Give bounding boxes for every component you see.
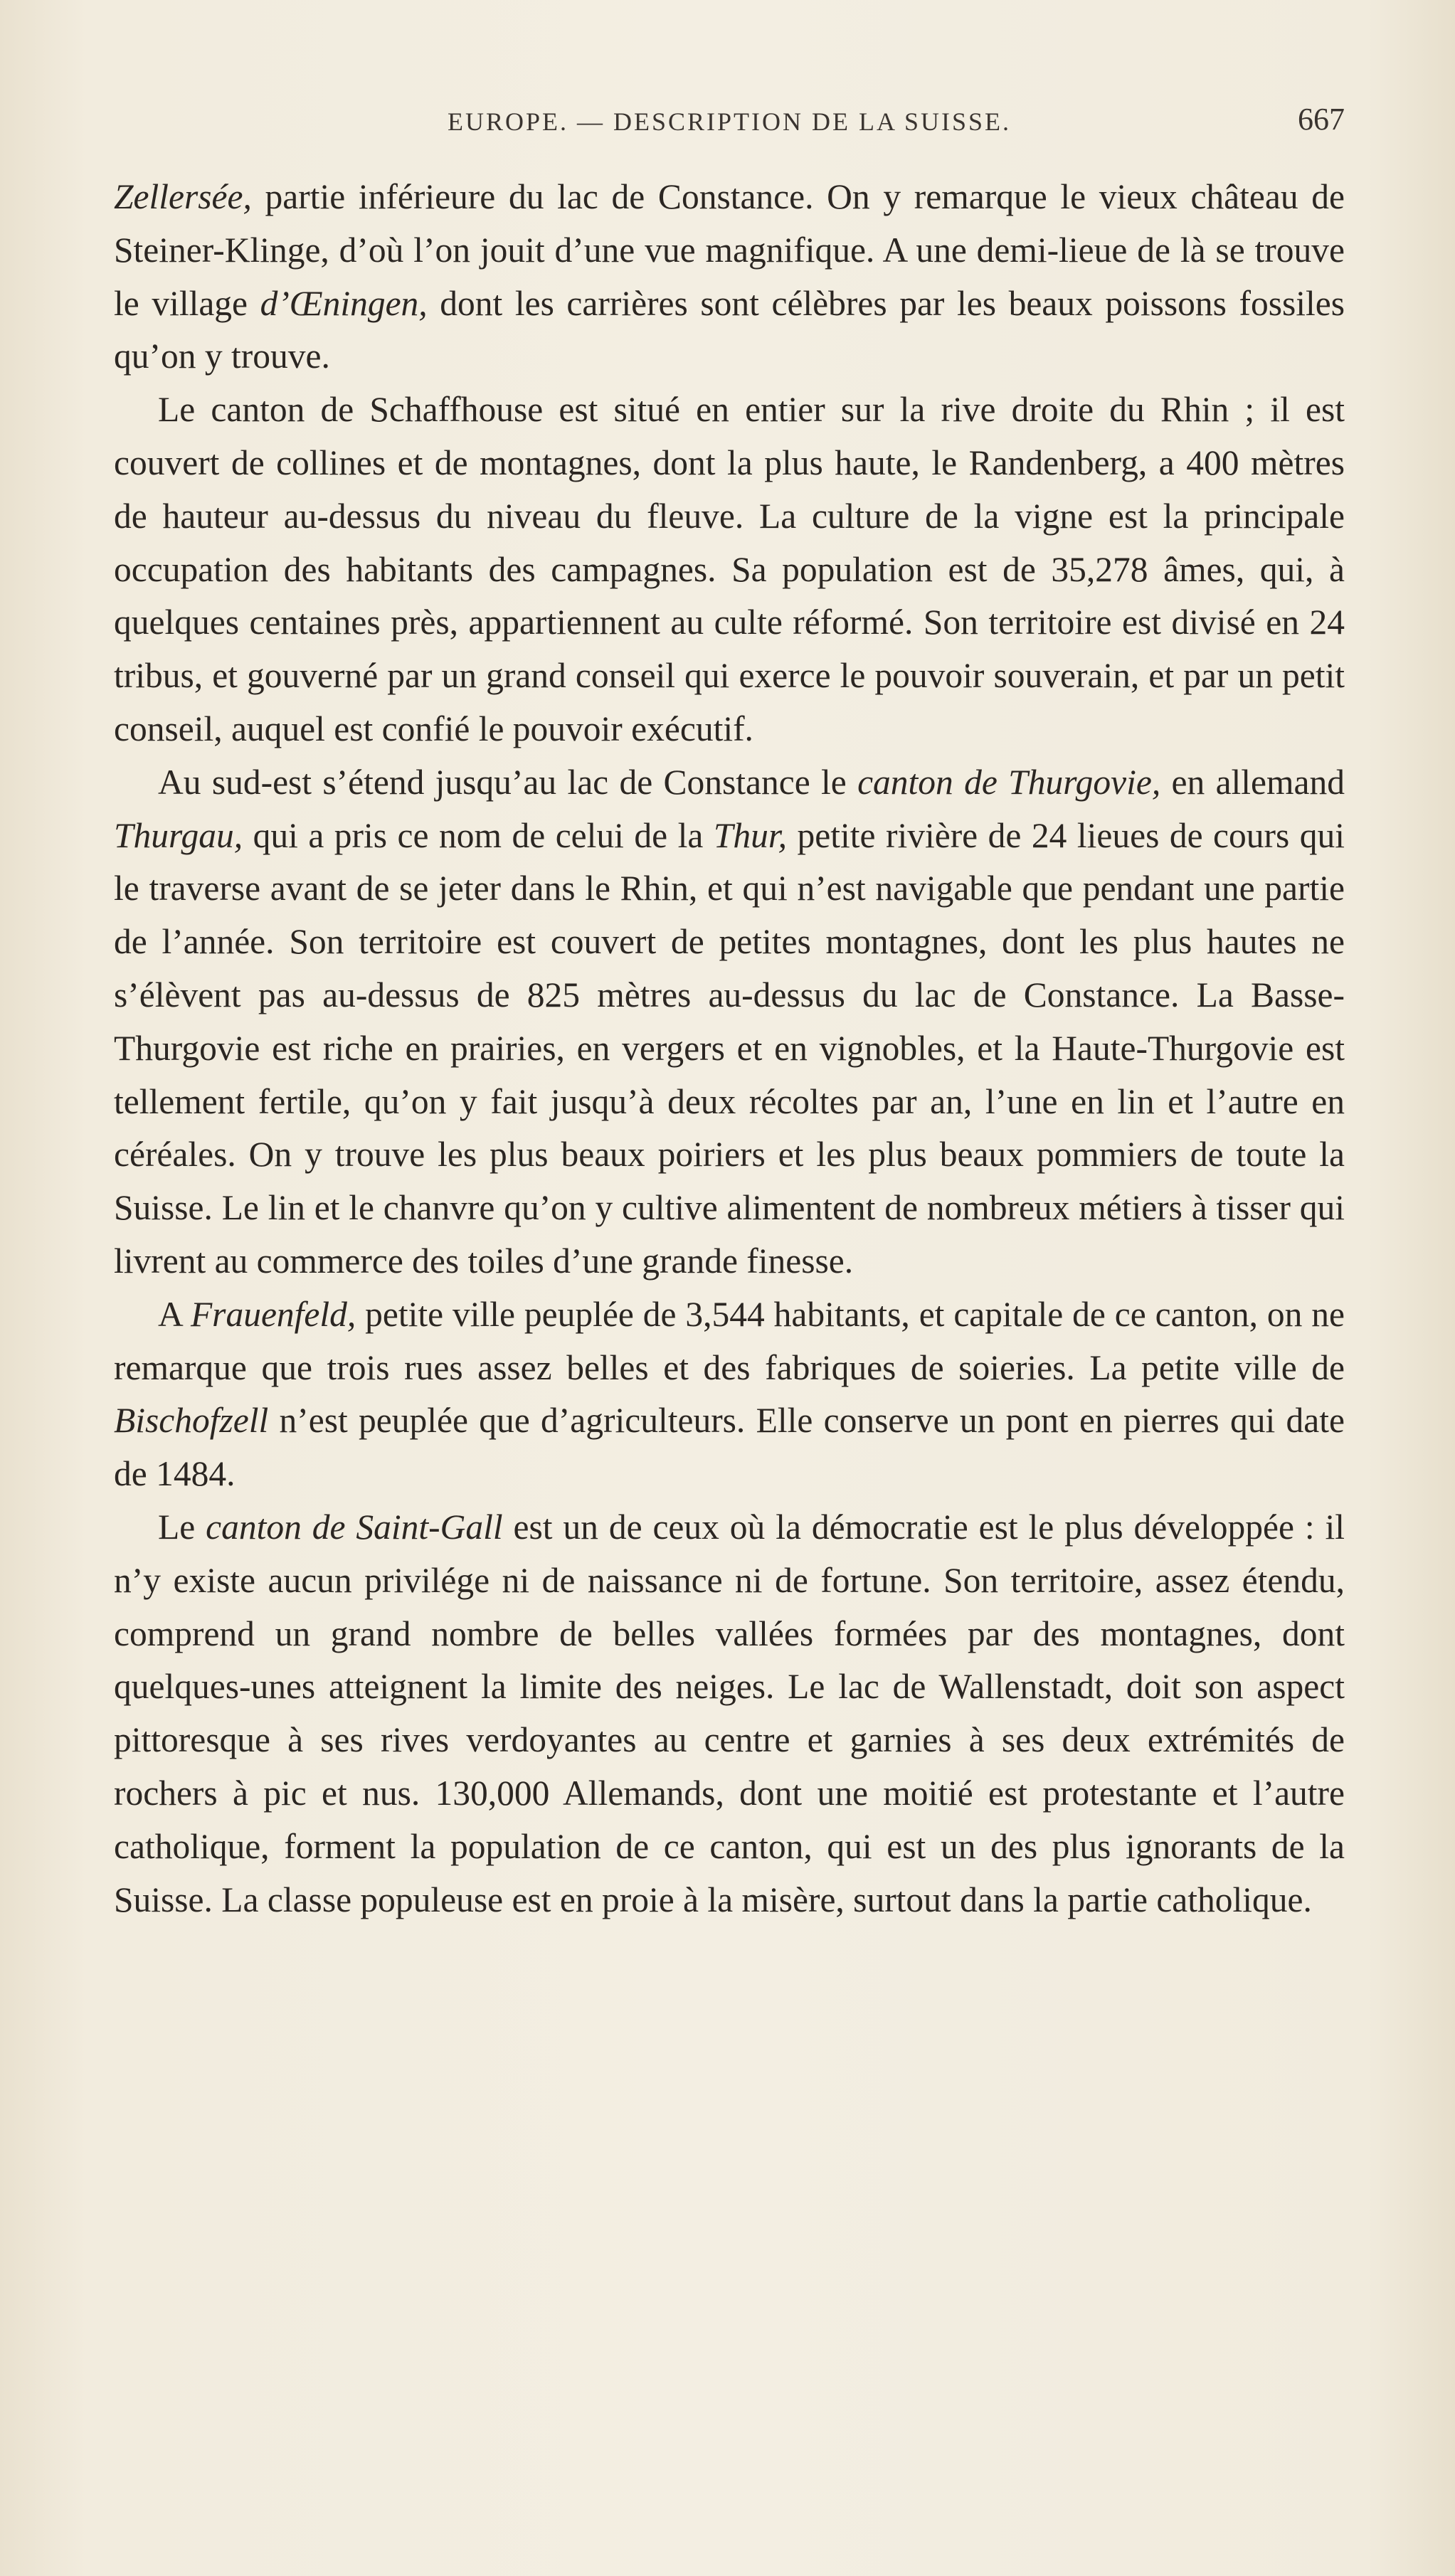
- place-name: canton de Saint-Gall: [206, 1507, 503, 1547]
- place-name: Bischofzell: [114, 1401, 269, 1441]
- paragraph-thurgovie: [114, 756, 1345, 1288]
- place-name: Thurgau,: [114, 815, 243, 855]
- paragraph-text: en allemand: [1160, 762, 1345, 802]
- paragraph-schaffhouse: Le canton de Schaffhouse est situé en entier sur la rive droite du Rhin ; il est couvert de collines et de montagnes, dont la plus haute, le Randenberg, a 400 mètres de hauteur au-dessus du niveau du fleuve. La culture de la vigne est la principale occupation des habitants des campagnes. Sa population est de 35,278 âmes, qui, à quelques centaines près, appartiennent au culte réformé. Son territoire est divisé en 24 tribus, et gouverné par un grand conseil qui exerce le pouvoir souverain, et par un petit conseil, auquel est confié le pouvoir exécutif.: [114, 390, 1345, 748]
- place-name: Frauenfeld,: [190, 1294, 356, 1334]
- running-head: EUROPE. — DESCRIPTION DE LA SUISSE.: [447, 107, 1012, 136]
- paragraph-text: petite ville peuplée de 3,544 habitants, et capitale de ce canton, on ne remarque que trois rues assez belles et des fabriques de soieries. La petite ville de: [114, 1294, 1345, 1387]
- place-name: canton de Thurgovie,: [857, 762, 1161, 802]
- paragraph-text: A: [158, 1294, 191, 1334]
- body-text: [114, 171, 1345, 1926]
- paragraph-text: Le: [158, 1507, 206, 1547]
- paragraph-text: Au sud-est s’étend jusqu’au lac de Constance le: [158, 762, 858, 802]
- place-name: Thur,: [713, 815, 788, 855]
- page-number: 667: [1298, 102, 1345, 137]
- paragraph-zellersee: [114, 171, 1345, 383]
- place-name: d’Œningen,: [260, 283, 428, 323]
- place-name: Zellersée,: [114, 177, 252, 216]
- page-header: [114, 102, 1345, 149]
- paragraph-text: dont les carrières sont célèbres par les beaux poissons fossiles qu’on y trouve.: [114, 283, 1345, 376]
- paragraph-text: qui a pris ce nom de celui de la: [243, 815, 714, 855]
- paragraph-text: partie inférieure du lac de Constance. On y remarque le vieux château de Steiner-Klinge, d’où l’on jouit d’une vue magnifique. A une demi-lieue de là se trouve le village: [114, 177, 1345, 323]
- paragraph-text: n’est peuplée que d’agriculteurs. Elle conserve un pont en pierres qui date de 1484.: [114, 1401, 1345, 1494]
- paragraph-text: petite rivière de 24 lieues de cours qui le traverse avant de se jeter dans le Rhin, et qui n’est navigable que pendant une partie de l’année. Son territoire est couvert de petites montagnes, dont les plus hautes ne s’élèvent pas au-dessus de 825 mètres au-dessus du lac de Constance. La Basse-Thurgovie est riche en prairies, en vergers et en vignobles, et la Haute-Thurgovie est tellement fertile, qu’on y fait jusqu’à deux récoltes par an, l’une en lin et l’autre en céréales. On y trouve les plus beaux poiriers et les plus beaux pommiers de toute la Suisse. Le lin et le chanvre qu’on y cultive alimentent de nombreux métiers à tisser qui livrent au commerce des toiles d’une grande finesse.: [114, 815, 1345, 1281]
- paragraph-text: est un de ceux où la démocratie est le plus développée : il n’y existe aucun privilége ni de naissance ni de fortune. Son territoire, assez étendu, comprend un grand nombre de belles vallées formées par des montagnes, dont quelques-unes atteignent la limite des neiges. Le lac de Wallenstadt, doit son aspect pittoresque à ses rives verdoyantes au centre et garnies à ses deux extrémités de rochers à pic et nus. 130,000 Allemands, dont une moitié est protestante et l’autre catholique, forment la population de ce canton, qui est un des plus ignorants de la Suisse. La classe populeuse est en proie à la misère, surtout dans la partie catholique.: [114, 1507, 1345, 1919]
- paragraph-saint-gall: [114, 1501, 1345, 1926]
- paragraph-frauenfeld: [114, 1288, 1345, 1501]
